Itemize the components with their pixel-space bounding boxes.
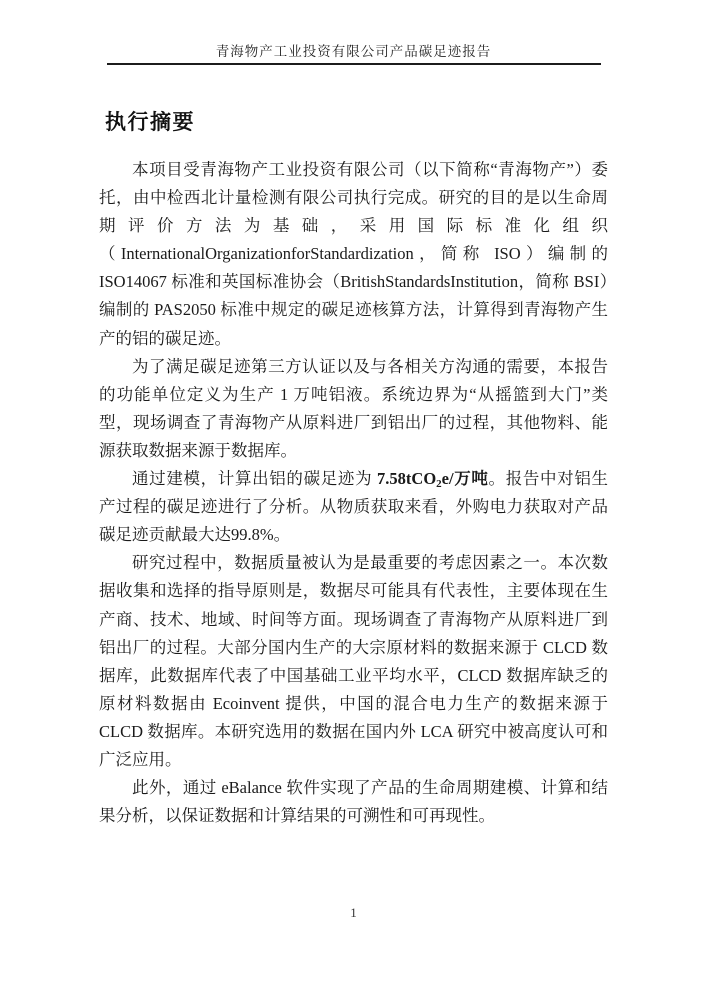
carbon-footprint-value-tail: e/万吨 xyxy=(441,469,489,489)
paragraph-1: 本项目受青海物产工业投资有限公司（以下简称“青海物产”）委托，由中检西北计量检测有限公司执行完成。研究的目的是以生命周期评价方法为基础，采用国际标准化组织（InternationalOrganizationforStandardization，简称 ISO）编制的 ISO14067 标准和英国标准协会（BritishStandardsInstitution，简称 BSI）编制的 PAS2050 标准中规定的碳足迹核算方法，计算得到青海物产生产的铝的碳足迹。 xyxy=(99,160,608,348)
paragraph-4: 研究过程中，数据质量被认为是最重要的考虑因素之一。本次数据收集和选择的指导原则是，数据尽可能具有代表性，主要体现在生产商、技术、地域、时间等方面。现场调查了青海物产从原料进厂到铝出厂的过程。大部分国内生产的大宗原材料的数据来源于 CLCD 数据库，此数据库代表了中国基础工业平均水平，CLCD 数据库缺乏的原材料数据由 Ecoinvent 提供，中国的混合电力生产的数据来源于 CLCD 数据库。本研究选用的数据在国内外 LCA 研究中被高度认可和广泛应用。 xyxy=(99,553,608,769)
carbon-footprint-value-head: 7.58tCO xyxy=(377,469,437,489)
body-content xyxy=(99,156,608,830)
running-header xyxy=(100,43,607,60)
paragraph-2: 为了满足碳足迹第三方认证以及与各相关方沟通的需要，本报告的功能单位定义为生产 1 万吨铝液。系统边界为“从摇篮到大门”类型，现场调查了青海物产从原料进厂到铝出厂的过程，其他物料、能源获取数据来源于数据库。 xyxy=(99,356,608,460)
paragraph-3-trail-text: 。报告中对铝生产过程的碳足迹进行了分析。从物质获取来看，外购电力获取对产品碳足迹贡献最大达99.8%。 xyxy=(99,469,609,545)
paragraph-3 xyxy=(99,465,608,549)
carbon-footprint-value-subscript: 2 xyxy=(436,478,442,491)
running-header-title: 青海物产工业投资有限公司产品碳足迹报告 xyxy=(215,44,492,59)
page-number: 1 xyxy=(350,905,357,920)
section-heading: 执行摘要 xyxy=(105,111,195,134)
carbon-footprint-value xyxy=(377,469,489,491)
header-rule-divider xyxy=(107,63,601,65)
paragraph-3-lead-text: 通过建模，计算出铝的碳足迹为 xyxy=(132,469,378,489)
paragraph-5: 此外，通过 eBalance 软件实现了产品的生命周期建模、计算和结果分析，以保证数据和计算结果的可溯性和可再现性。 xyxy=(99,778,608,826)
page-footer xyxy=(0,905,707,921)
